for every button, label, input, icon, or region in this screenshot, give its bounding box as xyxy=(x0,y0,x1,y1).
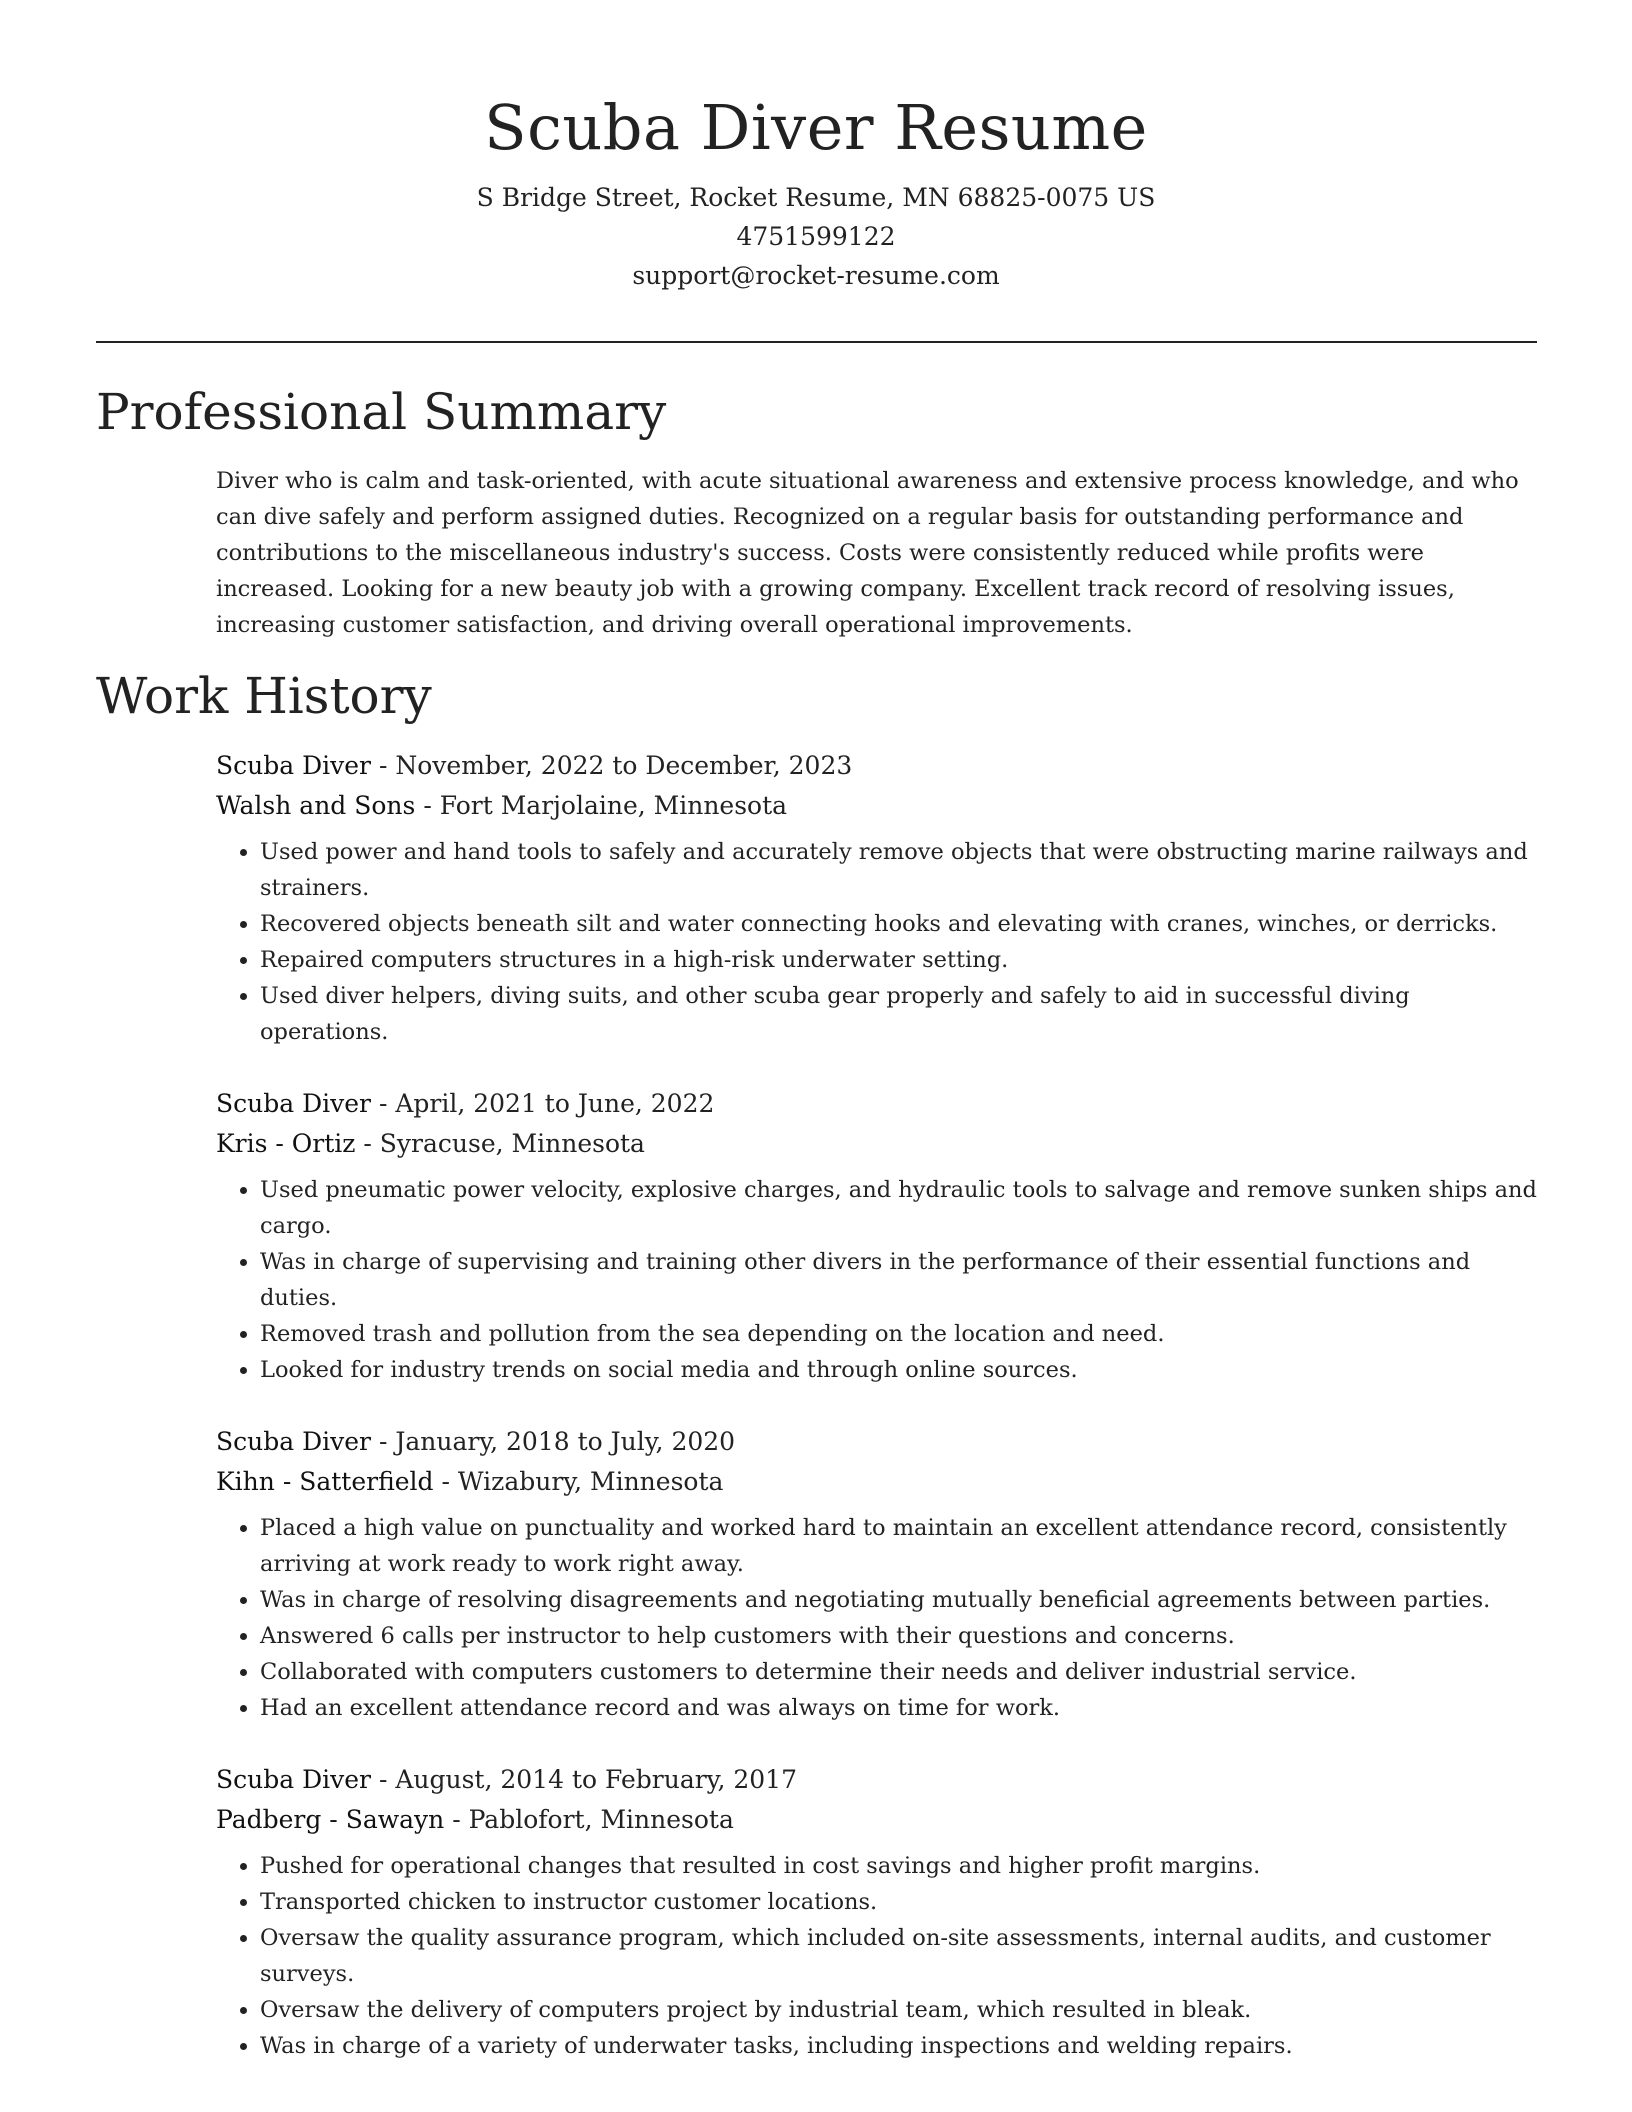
list-item: • Oversaw the delivery of computers project by industrial team, which resulted in bleak. xyxy=(260,1992,1541,2028)
job-company-line: Kris - Ortiz - Syracuse, Minnesota xyxy=(216,1129,645,1158)
job-role: Scuba Diver xyxy=(216,751,371,780)
job-company: Walsh and Sons xyxy=(216,791,416,820)
job-dates: November, 2022 to December, 2023 xyxy=(395,751,853,780)
email: support@rocket-resume.com xyxy=(632,261,1000,290)
job-company-line: Walsh and Sons - Fort Marjolaine, Minnesota xyxy=(216,791,788,820)
job-company: Kihn - Satterfield xyxy=(216,1467,434,1496)
contact-block xyxy=(0,178,1632,295)
summary-text: Diver who is calm and task-oriented, with acute situational awareness and extensive process knowledge, and who can dive safely and perform assigned duties. Recognized on a regular basis for outstanding performance and contributions to the miscellaneous industry's success. Costs were consistently reduced while profits were increased. Looking for a new beauty job with a growing company. Excellent track record of resolving issues, increasing customer satisfaction, and driving overall operational improvements. xyxy=(216,468,1519,638)
work-history-heading: Work History xyxy=(96,667,432,725)
job-bullets xyxy=(216,1172,1541,1388)
list-item: • Was in charge of a variety of underwater tasks, including inspections and welding repairs. xyxy=(260,2028,1541,2064)
job-entry xyxy=(216,1084,1541,1388)
job-entry xyxy=(216,746,1541,1050)
job-title-line: Scuba Diver - January, 2018 to July, 2020 xyxy=(216,1427,736,1456)
job-dates: August, 2014 to February, 2017 xyxy=(395,1765,797,1794)
list-item: • Used diver helpers, diving suits, and other scuba gear properly and safely to aid in successful diving operations. xyxy=(260,978,1541,1050)
job-title-line: Scuba Diver - April, 2021 to June, 2022 xyxy=(216,1089,715,1118)
list-item: • Was in charge of supervising and training other divers in the performance of their essential functions and duties. xyxy=(260,1244,1541,1316)
job-list xyxy=(216,746,1541,2098)
list-item: • Removed trash and pollution from the sea depending on the location and need. xyxy=(260,1316,1541,1352)
job-entry xyxy=(216,1760,1541,2064)
list-item: • Pushed for operational changes that resulted in cost savings and higher profit margins. xyxy=(260,1848,1541,1884)
resume-header xyxy=(0,0,1632,295)
list-item: • Oversaw the quality assurance program, which included on-site assessments, internal audits, and customer surveys. xyxy=(260,1920,1541,1992)
list-item: • Collaborated with computers customers to determine their needs and deliver industrial service. xyxy=(260,1654,1541,1690)
list-item: • Looked for industry trends on social media and through online sources. xyxy=(260,1352,1541,1388)
job-company-line: Padberg - Sawayn - Pablofort, Minnesota xyxy=(216,1805,734,1834)
job-location: Fort Marjolaine, Minnesota xyxy=(439,791,788,820)
job-company: Kris - Ortiz xyxy=(216,1129,356,1158)
job-bullets xyxy=(216,1848,1541,2064)
job-title-line: Scuba Diver - November, 2022 to December, 2023 xyxy=(216,751,853,780)
summary-heading: Professional Summary xyxy=(96,383,667,441)
job-title-line: Scuba Diver - August, 2014 to February, 2017 xyxy=(216,1765,797,1794)
list-item: • Recovered objects beneath silt and water connecting hooks and elevating with cranes, winches, or derricks. xyxy=(260,906,1541,942)
job-company-line: Kihn - Satterfield - Wizabury, Minnesota xyxy=(216,1467,724,1496)
job-dates: April, 2021 to June, 2022 xyxy=(395,1089,715,1118)
list-item: • Used power and hand tools to safely and accurately remove objects that were obstructing marine railways and strainers. xyxy=(260,834,1541,906)
job-location: Pablofort, Minnesota xyxy=(468,1805,734,1834)
job-entry xyxy=(216,1422,1541,1726)
page-title: Scuba Diver Resume xyxy=(484,91,1148,164)
list-item: • Transported chicken to instructor customer locations. xyxy=(260,1884,1541,1920)
list-item: • Was in charge of resolving disagreements and negotiating mutually beneficial agreements between parties. xyxy=(260,1582,1541,1618)
job-role: Scuba Diver xyxy=(216,1765,371,1794)
list-item: • Placed a high value on punctuality and worked hard to maintain an excellent attendance record, consistently arriving at work ready to work right away. xyxy=(260,1510,1541,1582)
job-location: Wizabury, Minnesota xyxy=(457,1467,724,1496)
job-role: Scuba Diver xyxy=(216,1089,371,1118)
job-dates: January, 2018 to July, 2020 xyxy=(395,1427,736,1456)
job-company: Padberg - Sawayn xyxy=(216,1805,445,1834)
phone: 4751599122 xyxy=(736,222,896,251)
job-role: Scuba Diver xyxy=(216,1427,371,1456)
list-item: • Used pneumatic power velocity, explosive charges, and hydraulic tools to salvage and remove sunken ships and cargo. xyxy=(260,1172,1541,1244)
address: S Bridge Street, Rocket Resume, MN 68825-0075 US xyxy=(476,183,1156,212)
list-item: • Answered 6 calls per instructor to help customers with their questions and concerns. xyxy=(260,1618,1541,1654)
job-location: Syracuse, Minnesota xyxy=(379,1129,645,1158)
header-divider xyxy=(96,341,1537,343)
list-item: • Repaired computers structures in a high-risk underwater setting. xyxy=(260,942,1541,978)
job-bullets xyxy=(216,834,1541,1050)
list-item: • Had an excellent attendance record and was always on time for work. xyxy=(260,1690,1541,1726)
job-bullets xyxy=(216,1510,1541,1726)
